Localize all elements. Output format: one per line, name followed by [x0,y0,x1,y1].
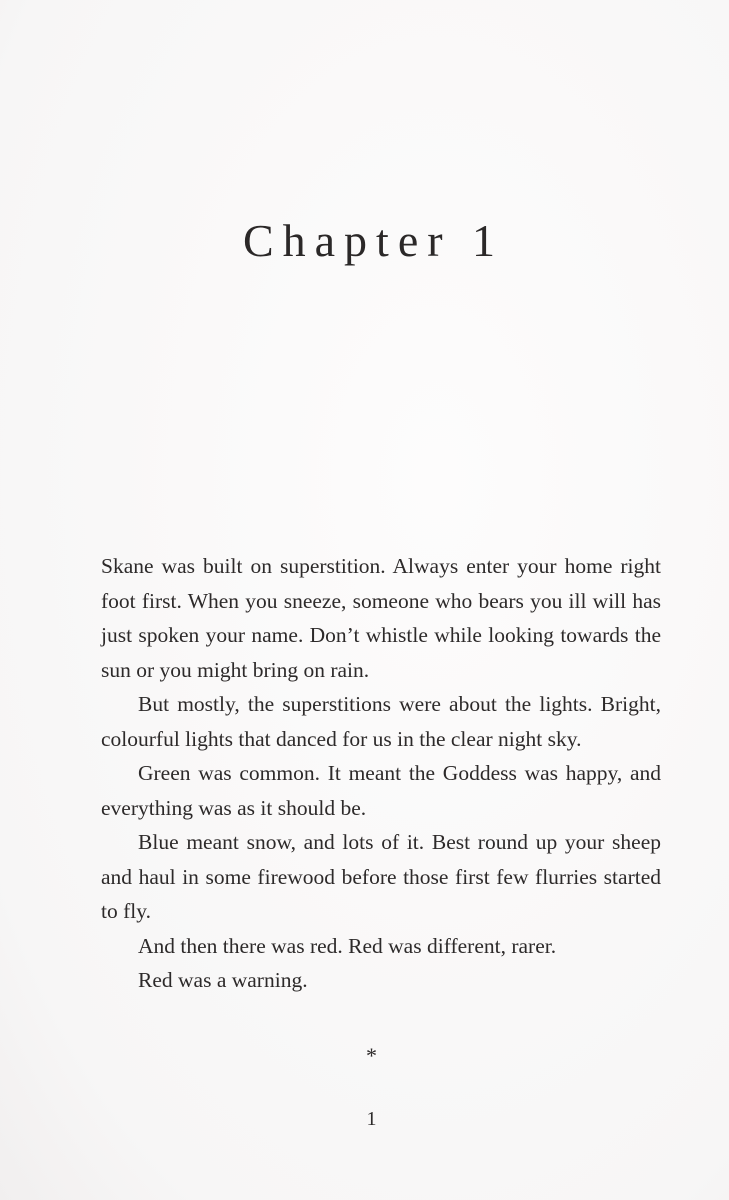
paragraph: Skane was built on superstition. Always enter your home right foot first. When you sneeze, someone who bears you ill will has just spoken your name. Don’t whistle while looking towards the sun or you might bring on rain. [101,554,661,682]
paragraph: Green was common. It meant the Goddess was happy, and everything was as it should be. [101,761,661,820]
section-separator: * [366,1043,377,1068]
paragraph: Red was a warning. [138,968,308,992]
paragraph: But mostly, the superstitions were about the lights. Bright, colourful lights that danced for us in the clear night sky. [101,692,661,751]
chapter-body [101,549,661,998]
paragraph: And then there was red. Red was different, rarer. [138,933,557,958]
chapter-title: Chapter 1 [242,215,505,266]
page-number: 1 [366,1108,377,1130]
paragraph: Blue meant snow, and lots of it. Best round up your sheep and haul in some firewood before those first few flurries started to fly. [101,830,661,923]
